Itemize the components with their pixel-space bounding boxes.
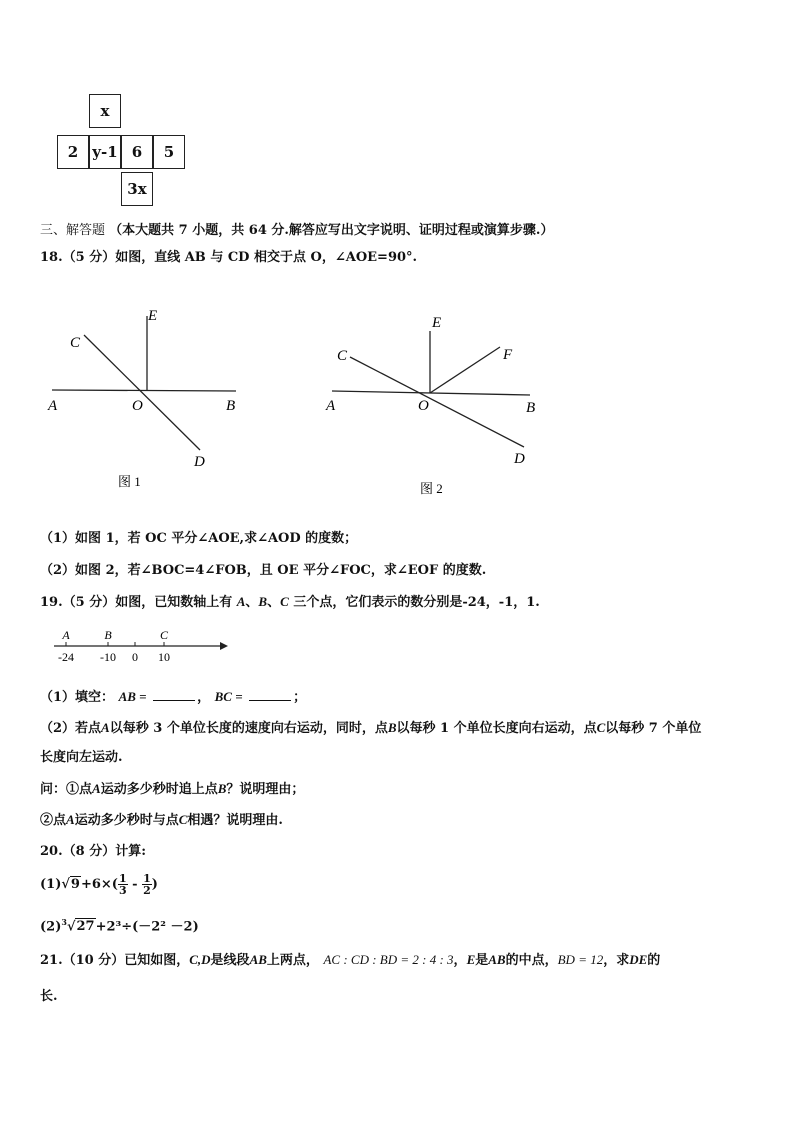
q19-bc-blank[interactable]	[249, 688, 291, 701]
q21-line2: 长.	[40, 989, 58, 1004]
q21-h: 的	[647, 953, 661, 968]
fig2-ray-of	[430, 347, 500, 393]
q19-stem-post: 三个点，它们表示的数分别是-24，-1，1.	[293, 595, 540, 610]
q21-ab: AB	[249, 952, 267, 967]
section-title: 三、解答题	[40, 223, 106, 238]
q19-p2-point-a: A	[101, 720, 110, 735]
q20-frac1	[118, 873, 128, 896]
fig1-label-d: D	[194, 454, 205, 470]
fig1-line-cd	[84, 335, 200, 450]
q21-bd: BD = 12	[557, 952, 604, 967]
q19-ask1	[40, 780, 304, 799]
q19-bc-label: BC =	[214, 689, 243, 704]
number-line	[44, 624, 244, 668]
q20-e1-rad: 9	[70, 877, 80, 892]
q19-ask2-point-a: A	[66, 812, 75, 827]
q21-a: 21.（10 分）已知如图，	[40, 953, 190, 968]
fig2-caption: 图 2	[420, 481, 443, 496]
q20-frac1-den: 3	[118, 884, 127, 897]
q19-ask1-b: 运动多少秒时追上点	[100, 782, 218, 797]
q20-expr1: (1)√9+6×( $\frac{1}{3}$ - $\frac{1}{2}$ )	[40, 872, 158, 897]
q19-p2-point-b: B	[387, 720, 397, 735]
number-line-point-label: A	[62, 628, 70, 642]
q21-cd: C,D	[189, 952, 211, 967]
fig2-label-c: C	[337, 348, 348, 364]
q19-p2-point-c: C	[596, 720, 606, 735]
fig2-label-e: E	[432, 315, 442, 331]
q21-line1	[40, 951, 660, 970]
fig1-label-o: O	[132, 398, 143, 414]
net-cell-top: x	[89, 94, 121, 128]
q19-p2-b: 以每秒 3 个单位长度的速度向右运动，同时，点	[109, 721, 388, 736]
fig2-line-cd	[350, 357, 524, 447]
net-cell-3: 6	[121, 135, 153, 169]
q19-stem: 19.（5 分）如图，已知数轴上有 A、B、C 三个点，它们表示的数分别是-24，-1，1.	[40, 594, 540, 610]
q21-b: 是线段	[210, 953, 250, 968]
q21-ab2: AB	[488, 952, 506, 967]
fig2-label-o: O	[418, 398, 429, 414]
q18-part1: （1）如图 1，若 OC 平分∠AOE,求∠AOD 的度数；	[40, 531, 358, 546]
fig1-label-a: A	[48, 398, 58, 414]
fig1-label-c: C	[70, 335, 81, 351]
q19-part2-line2: 长度向左运动.	[40, 750, 123, 765]
q18-figures	[40, 300, 560, 500]
net-cell-2: y-1	[89, 135, 121, 169]
q19-ask1-point-b: B	[217, 781, 227, 796]
number-line-arrow	[220, 642, 228, 650]
q20-e2-rad: 27	[76, 919, 95, 935]
fig1-label-b: B	[226, 398, 236, 414]
fig2-label-f: F	[503, 347, 513, 363]
q19-ask1-c: ？说明理由；	[226, 782, 305, 797]
q19-point-c: C	[280, 594, 289, 609]
number-line-value-label: -10	[100, 650, 116, 664]
q20-e1-end: )	[151, 877, 158, 892]
q20-e1-pre: (1)	[40, 877, 62, 892]
q19-ask2-c: 相遇？说明理由.	[187, 813, 283, 828]
q21-c: 上两点，	[266, 953, 319, 968]
q20-e2-rest: +2³÷(－2² －2)	[95, 919, 199, 935]
q21-f: 的中点，	[505, 953, 558, 968]
q19-stem-pre: 19.（5 分）如图，已知数轴上有	[40, 595, 233, 610]
q19-point-a: A	[236, 594, 246, 609]
q19-ab-blank[interactable]	[153, 688, 195, 701]
net-cell-bottom: 3x	[121, 172, 153, 206]
q19-ask2-point-c: C	[178, 812, 188, 827]
fig2-label-b: B	[526, 400, 536, 416]
q19-p2-a: （2）若点	[40, 721, 102, 736]
fig1-label-e: E	[148, 308, 158, 324]
q20-e2-pre: (2)	[40, 919, 62, 935]
q21-ratio: AC : CD : BD = 2 : 4 : 3	[323, 952, 454, 967]
q20-stem: 20.（8 分）计算:	[40, 844, 146, 859]
number-line-value-label: -24	[58, 650, 74, 664]
q20-e2-index: 3	[61, 917, 67, 927]
net-cell-1: 2	[57, 135, 89, 169]
q20-frac2	[142, 873, 152, 896]
figure-1	[47, 308, 236, 489]
number-line-value-label: 10	[158, 650, 170, 664]
q19-ask2	[40, 811, 283, 830]
section-heading	[40, 222, 553, 240]
q19-p2-c: 以每秒 1 个单位长度向右运动，点	[396, 721, 597, 736]
figure-2	[325, 315, 535, 496]
section-note: （本大题共 7 小题，共 64 分.解答应写出文字说明、证明过程或演算步骤.）	[109, 223, 554, 238]
q21-de: DE	[629, 952, 648, 967]
q19-ask1-a: 问：①点	[40, 782, 93, 797]
q19-part1-prefix: （1）填空：	[40, 690, 115, 705]
q20-frac2-den: 2	[143, 884, 151, 897]
q19-point-b: B	[258, 594, 268, 609]
q21-d: ，	[453, 953, 467, 968]
q20-e1-mid: +6×(	[80, 877, 118, 892]
q20-frac1-num: 1	[118, 872, 127, 885]
fig1-line-ab	[52, 390, 236, 391]
number-line-point-label: B	[104, 628, 112, 642]
q20-e1-minus: -	[132, 877, 138, 892]
q21-e-text: 是	[475, 953, 489, 968]
q19-p2-d: 以每秒 7 个单位	[605, 721, 702, 736]
number-line-value-label: 0	[132, 650, 138, 664]
q19-ab-label: AB =	[118, 689, 147, 704]
q20-expr2: $(2)^3√27+2^3\div(-2^2 -2)$	[40, 917, 199, 935]
net-cell-4: 5	[153, 135, 185, 169]
q18-part2: （2）如图 2，若∠BOC=4∠FOB，且 OE 平分∠FOC，求∠EOF 的度数.	[40, 563, 487, 578]
q19-ask2-a: ②点	[40, 813, 67, 828]
q21-g: ，求	[603, 953, 630, 968]
number-line-point-label: C	[159, 628, 169, 642]
fig2-label-a: A	[326, 398, 336, 414]
q21-e: E	[466, 952, 476, 967]
q18-stem: 18.（5 分）如图，直线 AB 与 CD 相交于点 O，∠AOE=90°.	[40, 250, 418, 265]
fig2-label-d: D	[514, 451, 525, 467]
q19-ask1-point-a: A	[92, 781, 101, 796]
q19-part1: （1）填空： AB = ， BC = ；	[40, 689, 307, 705]
q19-ask2-b: 运动多少秒时与点	[74, 813, 179, 828]
q20-frac2-num: 1	[143, 872, 151, 885]
q19-part2-line1	[40, 719, 701, 738]
fig1-caption: 图 1	[118, 474, 141, 489]
